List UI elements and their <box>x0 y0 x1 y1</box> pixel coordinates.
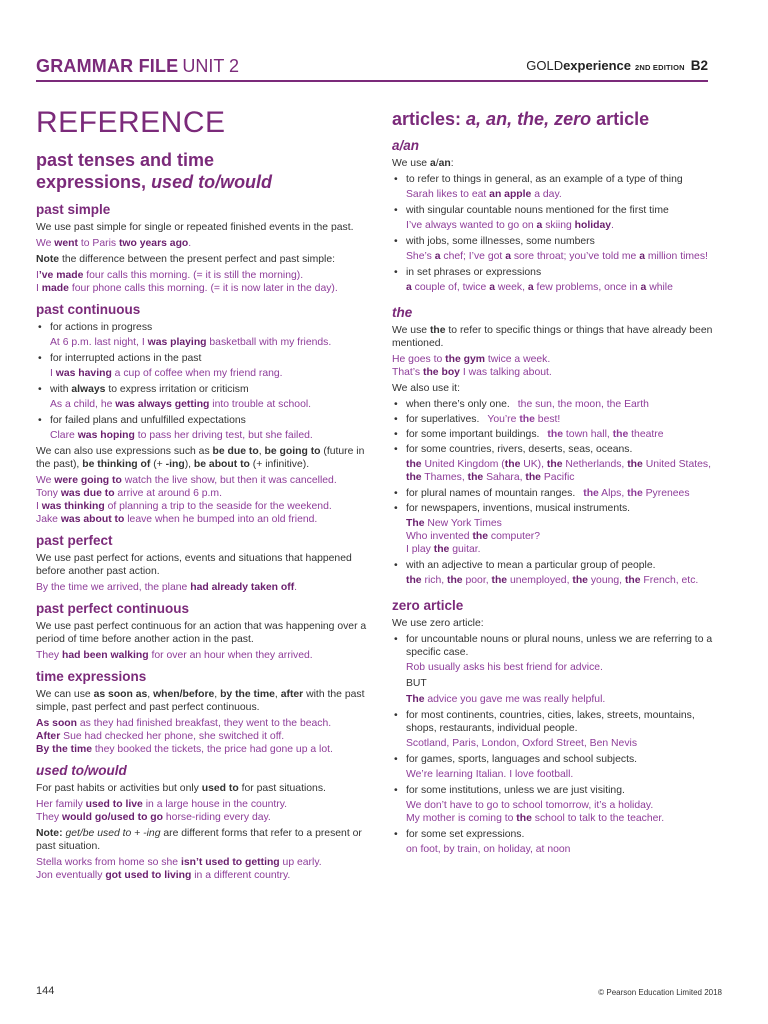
main-heading-line2a: expressions, <box>36 172 152 192</box>
brand-gold: GOLD <box>526 58 564 73</box>
t: as they had finished breakfast, they went to the beach. <box>77 718 332 729</box>
t: for some important buildings. <box>406 429 540 440</box>
b: were going to <box>54 475 122 486</box>
ex-bold: two years ago <box>118 238 189 249</box>
t: school to talk to the teacher. <box>531 813 665 824</box>
example-line <box>36 717 370 730</box>
list-item: • for some countries, rivers, deserts, seas, oceans. <box>392 443 722 456</box>
b: the <box>406 575 422 586</box>
t: Sahara, <box>483 472 526 483</box>
t: when there’s only one. <box>406 399 510 410</box>
t: twice a week. <box>484 354 551 365</box>
t: That’s <box>392 367 423 378</box>
t: best! <box>534 414 561 425</box>
time-expressions-examples <box>36 717 370 756</box>
t: I <box>36 501 42 512</box>
b: be thinking of <box>82 459 151 470</box>
i: get/be used to <box>62 828 132 839</box>
t: Stella works from home so she <box>36 857 181 868</box>
t: a day. <box>531 189 562 200</box>
list-item <box>392 413 722 426</box>
example-line <box>36 487 370 500</box>
list-example: on foot, by train, on holiday, at noon <box>406 844 571 855</box>
past-continuous-list <box>36 321 370 442</box>
b: After <box>36 731 61 742</box>
t: ), <box>184 459 194 470</box>
t: My mother is coming to <box>406 813 517 824</box>
t: for plural names of mountain ranges. <box>406 488 576 499</box>
list-example <box>36 398 370 411</box>
main-heading-line1: past tenses and time <box>36 150 215 170</box>
list-example: Scotland, Paris, London, Oxford Street, Ben Nevis <box>406 738 638 749</box>
main-heading-line2b: used to/would <box>151 172 273 192</box>
list-example <box>392 693 722 706</box>
the-list <box>392 398 722 587</box>
ex-text: four phone calls this morning. (= it is now later in the day). <box>68 283 338 294</box>
the-text <box>392 324 722 350</box>
example-line <box>36 743 370 756</box>
b: an <box>438 158 451 169</box>
b: the boy <box>423 367 460 378</box>
t: Tony <box>36 488 61 499</box>
b: when/before <box>153 689 215 700</box>
t: while <box>646 282 673 293</box>
t: Alps, <box>598 488 628 499</box>
example-line <box>36 474 370 487</box>
t: of planning a trip to the seaside for the weekend. <box>104 501 332 512</box>
t: Jake <box>36 514 61 525</box>
ex-text: I <box>36 270 39 281</box>
note-label: Note <box>36 254 60 265</box>
header-divider <box>36 80 708 82</box>
t: Netherlands, <box>562 459 628 470</box>
example-line <box>406 543 722 556</box>
t: , <box>214 689 221 700</box>
t: poor, <box>462 575 492 586</box>
b: the <box>624 575 641 586</box>
list-item: • for games, sports, languages and school subjects. <box>392 753 722 766</box>
b: as soon as <box>93 689 148 700</box>
inline-example: the sun, the moon, the Earth <box>517 399 649 410</box>
t: rich, <box>421 575 447 586</box>
t: chef; I’ve got <box>440 251 506 262</box>
b: an apple <box>489 189 532 200</box>
ex-bold: was having <box>55 368 112 379</box>
list-example <box>392 219 722 232</box>
t: Jon eventually <box>36 870 106 881</box>
b: was about to <box>60 514 125 525</box>
t: articles: <box>392 109 467 129</box>
list-example <box>36 336 370 349</box>
example-line <box>36 856 370 869</box>
t: French, etc. <box>640 575 699 586</box>
b: the <box>612 429 629 440</box>
past-simple-example <box>36 237 370 250</box>
list-example <box>392 574 722 587</box>
ex-bold: was playing <box>147 337 207 348</box>
example-line: We don’t have to go to school tomorrow, it’s a holiday. <box>406 800 654 811</box>
t: I’ve always wanted to go on <box>406 220 537 231</box>
used-to-examples <box>36 798 370 824</box>
t: We use <box>392 158 430 169</box>
right-column <box>392 105 722 859</box>
t: they booked the tickets, the price had gone up a lot. <box>92 744 333 755</box>
ex-text: . <box>188 238 192 249</box>
brand-experience: experience <box>563 58 632 73</box>
example-line <box>392 366 722 379</box>
example-line <box>406 517 722 530</box>
t: Pacific <box>540 472 575 483</box>
li-text: with <box>50 384 72 395</box>
past-simple-note <box>36 253 370 266</box>
t: I play <box>406 544 434 555</box>
list-item: • with an adjective to mean a particular group of people. <box>392 559 722 572</box>
example-line <box>392 353 722 366</box>
t: We can use <box>36 689 94 700</box>
a-an-text <box>392 157 722 170</box>
ex-text: Clare <box>50 430 78 441</box>
t: up early. <box>279 857 322 868</box>
t: young, <box>587 575 625 586</box>
list-item: • for actions in progress <box>36 321 370 334</box>
example-line <box>406 812 722 825</box>
ex-bold: was hoping <box>77 430 135 441</box>
past-simple-heading: past simple <box>36 202 111 217</box>
b: As soon <box>36 718 77 729</box>
inline-example <box>487 414 560 425</box>
t: For past habits or activities but only <box>36 783 202 794</box>
t: : <box>450 158 454 169</box>
t: couple of, twice <box>411 282 490 293</box>
b: a <box>489 282 495 293</box>
page-header <box>36 56 708 78</box>
b: a <box>536 220 543 231</box>
li-text: to express irritation or criticism <box>105 384 249 395</box>
b: be going to <box>264 446 321 457</box>
brand-level: B2 <box>690 58 708 73</box>
example-line <box>36 798 370 811</box>
the-also: We also use it: <box>392 383 460 394</box>
list-item: • for uncountable nouns or plural nouns, unless we are referring to a specific case. <box>392 633 722 659</box>
i: a, an, the, zero <box>466 109 592 129</box>
ex-text: We <box>36 238 55 249</box>
b: after <box>280 689 304 700</box>
page-number: 144 <box>36 985 55 997</box>
past-continuous-also <box>36 445 370 471</box>
ex-text: to pass her driving test, but she failed. <box>134 430 313 441</box>
b: the <box>429 325 446 336</box>
list-example <box>392 250 722 263</box>
past-perfect-continuous-text: We use past perfect continuous for an action that was happening over a period of time before another action in the past. <box>36 621 367 645</box>
t: with the past simple, past perfect and past perfect continuous. <box>36 689 365 713</box>
b: The <box>406 518 425 529</box>
list-item <box>392 428 722 441</box>
the-heading: the <box>392 305 413 320</box>
ex-bold: ’ve made <box>38 270 84 281</box>
b: by the time <box>220 689 275 700</box>
b: a <box>639 251 645 262</box>
t: We use <box>392 325 430 336</box>
b: the <box>546 459 563 470</box>
b: the <box>433 544 450 555</box>
t: (+ <box>150 459 166 470</box>
b: the <box>516 813 532 824</box>
list-example <box>392 188 722 201</box>
list-item: • in set phrases or expressions <box>392 266 722 279</box>
a-an-heading: a/an <box>392 138 420 153</box>
example-line <box>36 513 370 526</box>
b: Note: <box>36 828 63 839</box>
list-item: • for some set expressions. <box>392 828 722 841</box>
used-to-would-heading: used to/would <box>36 763 127 778</box>
b: the <box>504 459 521 470</box>
b: got used to living <box>105 870 192 881</box>
main-heading <box>36 149 370 193</box>
left-column <box>36 105 370 882</box>
list-item: • with singular countable nouns mentioned for the first time <box>392 204 722 217</box>
but-label: BUT <box>406 678 427 689</box>
b: the gym <box>445 354 485 365</box>
t: You’re <box>487 414 520 425</box>
t: / <box>435 158 439 169</box>
past-perfect-continuous-example <box>36 649 370 662</box>
ex-text: I <box>50 368 56 379</box>
inline-example <box>583 488 689 499</box>
t: in a large house in the country. <box>142 799 288 810</box>
t: United States, <box>642 459 711 470</box>
b: the <box>583 488 599 499</box>
li-bold: always <box>71 384 106 395</box>
past-simple-example-2 <box>36 269 370 282</box>
b: the <box>406 459 422 470</box>
list-example <box>392 517 722 556</box>
t: theatre <box>628 429 664 440</box>
b: isn’t used to getting <box>180 857 280 868</box>
list-example: Rob usually asks his best friend for advice. <box>406 662 603 673</box>
b: had been walking <box>62 650 149 661</box>
brand-edition: 2ND EDITION <box>635 63 685 72</box>
t: advice you gave me was really helpful. <box>424 694 606 705</box>
b: the <box>525 472 541 483</box>
ex-text: four calls this morning. (= it is still the morning). <box>83 270 304 281</box>
b: the <box>547 429 564 440</box>
list-item: • to refer to things in general, as an example of a type of thing <box>392 173 722 186</box>
t: He goes to <box>392 354 446 365</box>
list-example <box>36 367 370 380</box>
zero-article-list <box>392 633 722 856</box>
reference-title: REFERENCE <box>36 106 226 139</box>
b: a <box>434 251 441 262</box>
b: was due to <box>60 488 115 499</box>
t: Her family <box>36 799 86 810</box>
list-item <box>392 487 722 500</box>
b: was thinking <box>41 501 105 512</box>
list-example <box>392 281 722 294</box>
b: be about to <box>193 459 250 470</box>
list-example <box>392 799 722 825</box>
past-perfect-text: We use past perfect for actions, events and situations that happened before another past action. <box>36 553 352 577</box>
b: the <box>627 459 643 470</box>
b: the <box>519 414 535 425</box>
copyright: © Pearson Education Limited 2018 <box>598 988 722 997</box>
b: the <box>406 472 422 483</box>
list-item: • with jobs, some illnesses, some numbers <box>392 235 722 248</box>
unit-label: UNIT 2 <box>182 56 240 76</box>
t: few problems, once in <box>533 282 641 293</box>
t: for superlatives. <box>406 414 480 425</box>
past-simple-example-3 <box>36 282 370 295</box>
t: Sue had checked her phone, she switched it off. <box>60 731 285 742</box>
past-perfect-continuous-heading: past perfect continuous <box>36 601 190 616</box>
t: Pyrenees <box>642 488 690 499</box>
t: They <box>36 812 62 823</box>
t: computer? <box>488 531 541 542</box>
inline-example <box>547 429 663 440</box>
b: the <box>572 575 588 586</box>
b: a <box>640 282 647 293</box>
ex-text: into trouble at school. <box>209 399 312 410</box>
list-item: • for newspapers, inventions, musical instruments. <box>392 502 722 515</box>
t: horse-riding every day. <box>163 812 271 823</box>
list-item: • for interrupted actions in the past <box>36 352 370 365</box>
t: . <box>611 220 614 231</box>
t: , <box>147 689 154 700</box>
ex-text: to Paris <box>77 238 119 249</box>
t: She’s <box>406 251 435 262</box>
t: leave when he bumped into an old friend. <box>124 514 318 525</box>
t: in a different country. <box>191 870 291 881</box>
book-brand <box>526 58 708 73</box>
t: (future in the past), <box>36 446 365 470</box>
i: -ing <box>143 828 161 839</box>
b: -ing <box>165 459 185 470</box>
t: arrive at around 6 p.m. <box>114 488 222 499</box>
b: had already taken off <box>190 582 295 593</box>
time-expressions-heading: time expressions <box>36 669 147 684</box>
list-item: • for most continents, countries, cities, lakes, streets, mountains, shops, restaurants, individual people. <box>392 709 722 735</box>
t: unemployed, <box>507 575 573 586</box>
b: By the time <box>36 744 93 755</box>
list-example: We’re learning Italian. I love football. <box>406 769 574 780</box>
t: . <box>294 582 298 593</box>
ex-bold: went <box>54 238 78 249</box>
list-item: • for failed plans and unfulfilled expectations <box>36 414 370 427</box>
t: article <box>591 109 650 129</box>
b: a <box>429 158 436 169</box>
ex-text: a cup of coffee when my friend rang. <box>111 368 283 379</box>
b: be due to <box>212 446 259 457</box>
grammar-file-title <box>36 56 239 77</box>
t: I was talking about. <box>459 367 552 378</box>
example-line <box>36 730 370 743</box>
ex-bold: made <box>41 283 69 294</box>
t: are different forms that refer to a present or past situation. <box>36 828 362 852</box>
t: Sarah likes to eat <box>406 189 490 200</box>
past-continuous-examples <box>36 474 370 526</box>
t: for over an hour when they arrived. <box>148 650 313 661</box>
t: + <box>131 828 144 839</box>
articles-heading <box>392 108 722 130</box>
b: the <box>467 472 484 483</box>
t: for past situations. <box>238 783 326 794</box>
time-expressions-text <box>36 688 370 714</box>
zero-article-text: We use zero article: <box>392 618 484 629</box>
t: By the time we arrived, the plane <box>36 582 191 593</box>
past-perfect-example <box>36 581 370 594</box>
past-perfect-heading: past perfect <box>36 533 113 548</box>
example-line <box>406 530 722 543</box>
b: used to live <box>85 799 143 810</box>
example-line <box>36 500 370 513</box>
b: the <box>627 488 643 499</box>
example-line <box>36 869 370 882</box>
t: Thames, <box>421 472 468 483</box>
b: used to <box>201 783 239 794</box>
t: We can also use expressions such as <box>36 446 213 457</box>
ex-text: basketball with my friends. <box>206 337 332 348</box>
t: , <box>274 689 281 700</box>
b: would go/used to go <box>62 812 164 823</box>
t: , <box>258 446 265 457</box>
t: skiing <box>542 220 575 231</box>
t: sore throat; you’ve told me <box>510 251 640 262</box>
list-item: • for some institutions, unless we are just visiting. <box>392 784 722 797</box>
b: the <box>491 575 508 586</box>
b: the <box>447 575 463 586</box>
list-example <box>36 429 370 442</box>
t: guitar. <box>449 544 481 555</box>
t: They <box>36 650 62 661</box>
t: United Kingdom ( <box>421 459 505 470</box>
t: watch the live show, but then it was cancelled. <box>121 475 337 486</box>
grammar-file-label: GRAMMAR FILE <box>36 56 179 76</box>
t: Who invented <box>406 531 473 542</box>
t: to refer to specific things or things that have already been mentioned. <box>392 325 713 349</box>
ex-text: At 6 p.m. last night, I <box>50 337 148 348</box>
example-line <box>36 811 370 824</box>
used-to-note <box>36 827 370 853</box>
note-text: the difference between the present perfect and past simple: <box>59 254 336 265</box>
t: week, <box>494 282 528 293</box>
used-to-examples-2 <box>36 856 370 882</box>
past-simple-text: We use past simple for single or repeated finished events in the past. <box>36 222 354 233</box>
b: a <box>527 282 534 293</box>
t: We <box>36 475 55 486</box>
used-to-text <box>36 782 370 795</box>
the-examples <box>392 353 722 379</box>
b: holiday <box>574 220 612 231</box>
b: the <box>472 531 489 542</box>
zero-article-heading: zero article <box>392 598 464 613</box>
t: million times! <box>644 251 708 262</box>
ex-text: I <box>36 283 42 294</box>
t: New York Times <box>424 518 502 529</box>
b: a <box>406 282 412 293</box>
b: The <box>406 694 425 705</box>
b: a <box>505 251 511 262</box>
ex-bold: was always getting <box>115 399 210 410</box>
list-example <box>392 458 722 484</box>
past-continuous-heading: past continuous <box>36 302 141 317</box>
t: UK), <box>520 459 547 470</box>
a-an-list <box>392 173 722 294</box>
ex-text: As a child, he <box>50 399 116 410</box>
list-item <box>392 398 722 411</box>
t: (+ infinitive). <box>249 459 310 470</box>
list-item <box>36 383 370 396</box>
t: town hall, <box>563 429 613 440</box>
